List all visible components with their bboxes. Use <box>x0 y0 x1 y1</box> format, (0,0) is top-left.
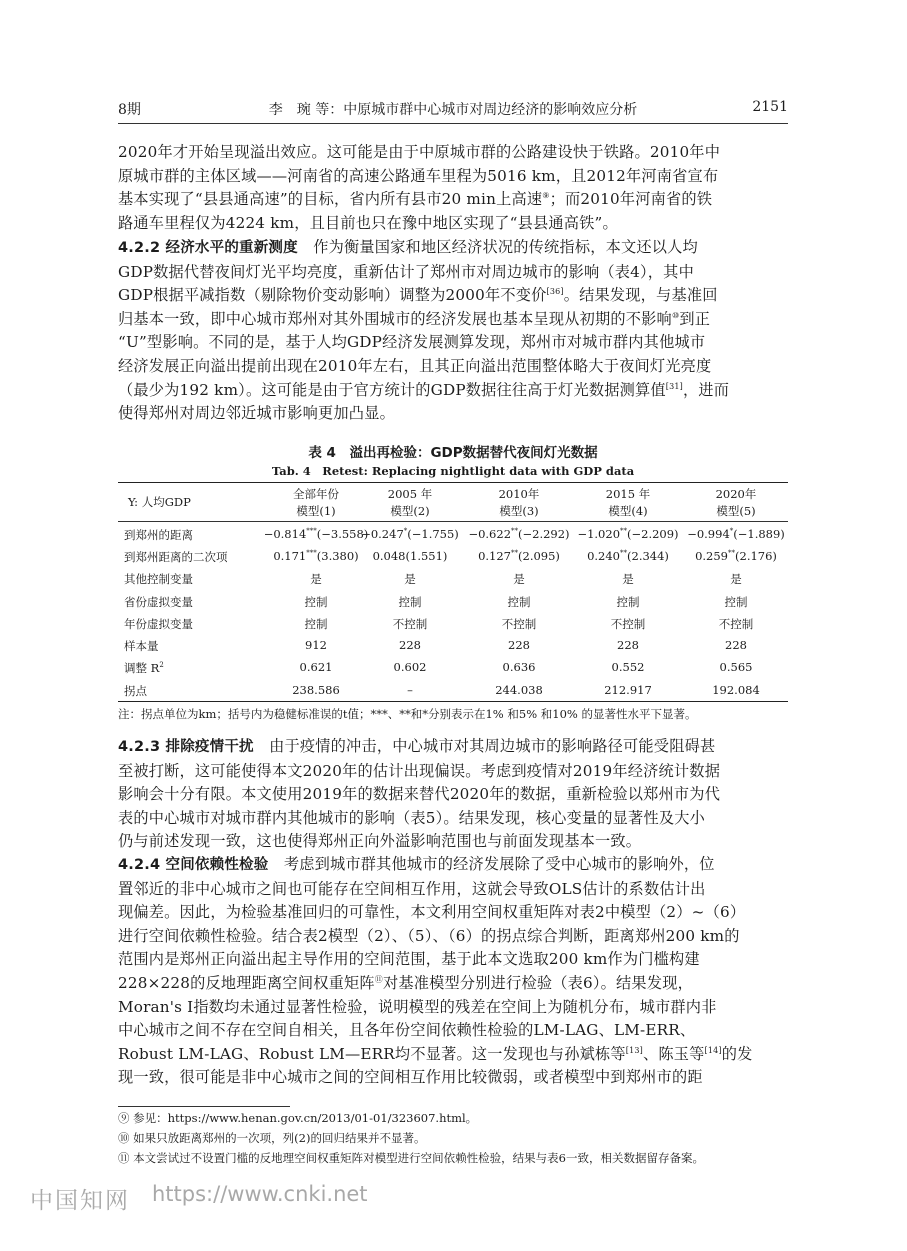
table-cell: −0.814***(−3.558) <box>263 527 369 541</box>
table-cell: 0.171***(3.380) <box>273 549 359 563</box>
table-cell: 0.127**(2.095) <box>478 549 560 563</box>
table-row-label: 到郑州的距离 <box>124 528 193 542</box>
column-header-model: 模型(4) <box>608 504 648 518</box>
cnki-url-link[interactable]: https://www.cnki.net <box>152 1182 368 1206</box>
footnote-ref: ⑪ <box>374 974 383 984</box>
table-cell: 0.636 <box>502 660 536 674</box>
table-cell: 控制 <box>398 595 422 609</box>
footnote-ref: ⑩ <box>671 310 680 320</box>
table-cell: −0.247*(−1.755) <box>361 527 459 541</box>
running-title: 李 琬 等：中原城市群中心城市对周边经济的影响效应分析 <box>268 102 638 118</box>
column-header-model: 模型(3) <box>499 504 539 518</box>
table-row-label: 到郑州距离的二次项 <box>124 550 228 564</box>
table-cell: 控制 <box>304 617 328 631</box>
table-cell: 不控制 <box>501 617 537 631</box>
section-heading: 4.2.3 排除疫情干扰 <box>118 739 254 755</box>
citation-ref: [13] <box>625 1045 643 1055</box>
table-header-rule <box>118 521 788 522</box>
table-cell: −1.020**(−2.209) <box>577 527 679 541</box>
table-cell: 是 <box>310 572 322 586</box>
section-heading: 4.2.4 空间依赖性检验 <box>118 857 269 873</box>
table-cell: 控制 <box>507 595 531 609</box>
table-cell: – <box>407 683 413 697</box>
table-row-label: 拐点 <box>124 684 147 698</box>
section-heading: 4.2.2 经济水平的重新测度 <box>118 240 298 256</box>
citation-ref: [36] <box>546 287 564 297</box>
table-cell: 0.048(1.551) <box>372 549 448 563</box>
column-header-model: 模型(2) <box>390 504 430 518</box>
footnote-ref: ⑨ <box>542 191 550 201</box>
table-cell: 0.621 <box>299 660 333 674</box>
column-header-top: 全部年份 <box>293 487 339 501</box>
table-cell: 0.240**(2.344) <box>587 549 669 563</box>
table-cell: 228 <box>617 638 639 652</box>
table-cell: −0.622**(−2.292) <box>468 527 570 541</box>
footnote-10: ⑩ 如果只放距离郑州的一次项，列(2)的回归结果并不显著。 <box>118 1131 426 1145</box>
table-row-label: 年份虚拟变量 <box>124 617 193 631</box>
footnote-rule <box>118 1106 290 1107</box>
table-cell: 228 <box>399 638 421 652</box>
table-cell: 控制 <box>616 595 640 609</box>
table-row-label: 其他控制变量 <box>124 572 193 586</box>
table-cell: 不控制 <box>392 617 428 631</box>
footnote-11: ⑪ 本文尝试过不设置门槛的反地理空间权重矩阵对模型进行空间依赖性检验，结果与表6一致，相关数据留存备案。 <box>118 1151 704 1165</box>
column-header-top: 2020年 <box>715 487 757 501</box>
table-cell: 0.552 <box>611 660 645 674</box>
table-cell: 0.565 <box>719 660 753 674</box>
page-number: 2151 <box>752 99 788 115</box>
table-cell: 不控制 <box>610 617 646 631</box>
column-header-model: 模型(5) <box>716 504 756 518</box>
table-cell: 控制 <box>304 595 328 609</box>
section-4-2-3: 4.2.3 排除疫情干扰 由于疫情的冲击，中心城市对其周边城市的影响路径可能受阻碍甚 至被打断，这可能使得本文2020年的估计出现偏误。考虑到疫情对2019年经济统计数据 影响会十分有限。本文使用2019年的数据来替代2020年的数据，重新检验以郑州市为代 表的中心城市对城市群内其他城市的影响（表5）。结果发现，核心变量的显著性及大小 仍与前述发现一致，这也使得郑州正向外溢影响范围也与前面发现基本一致。 <box>118 737 721 851</box>
table-cell: 0.259**(2.176) <box>695 549 777 563</box>
citation-ref: [31] <box>665 381 684 391</box>
table-cell: 228 <box>508 638 530 652</box>
section-4-2-2: 4.2.2 经济水平的重新测度 作为衡量国家和地区经济状况的传统指标，本文还以人均 GDP数据代替夜间灯光平均亮度，重新估计了郑州市对周边城市的影响（表4），其中 GDP根据平减指数（剔除物价变动影响）调整为2000年不变价[36]。结果发现，与基准回 归基本一致，即中心城市郑州对其外围城市的经济发展也基本呈现从初期的不影响⑩到正 “U”型影响。不同的是，基于人均GDP经济发展测算发现，郑州市对城市群内其他城市 经济发展正向溢出提前出现在2010年左右，且其正向溢出范围整体略大于夜间灯光亮度 （最少为192 km）。这可能是由于官方统计的GDP数据往往高于灯光数据测算值[31]，进而 使得郑州对周边邻近城市影响更加凸显。 <box>118 238 730 423</box>
table-cell: 控制 <box>724 595 748 609</box>
table-row-label: 调整 $R^2$ <box>124 661 164 675</box>
table-caption-english: Tab. 4 Retest: Replacing nightlight data with GDP data <box>271 464 635 478</box>
citation-ref: [14] <box>704 1045 722 1055</box>
table-cell: 244.038 <box>495 683 543 697</box>
column-header-model: 模型(1) <box>296 504 336 518</box>
table-top-rule <box>118 482 788 483</box>
table-cell: 是 <box>730 572 742 586</box>
table-cell: 是 <box>513 572 525 586</box>
table-cell: 238.586 <box>292 683 340 697</box>
table-row-label: 样本量 <box>124 639 159 653</box>
table-row-label: 省份虚拟变量 <box>124 595 193 609</box>
table-cell: 212.917 <box>604 683 652 697</box>
table-bottom-rule <box>118 701 788 702</box>
table-cell: 0.602 <box>393 660 427 674</box>
cnki-logo: 中国知网 <box>30 1188 130 1214</box>
table-cell: 是 <box>404 572 416 586</box>
table-cell: 不控制 <box>718 617 754 631</box>
table-cell: 912 <box>305 638 327 652</box>
table-cell: −0.994*(−1.889) <box>687 527 785 541</box>
column-header-top: 2015 年 <box>605 487 651 501</box>
table-cell: 是 <box>622 572 634 586</box>
table-note: 注：拐点单位为km；括号内为稳健标准误的t值；***、**和*分别表示在1% 和5% 和10% 的显著性水平下显著。 <box>118 707 697 721</box>
table-cell: 192.084 <box>712 683 760 697</box>
running-header <box>118 99 788 123</box>
table-cell: 228 <box>725 638 747 652</box>
column-header-top: 2010年 <box>498 487 540 501</box>
column-header-top: 2005 年 <box>387 487 433 501</box>
issue-number: 8期 <box>118 102 141 118</box>
footnote-9: ⑨ 参见：https://www.henan.gov.cn/2013/01-01/323607.html。 <box>118 1111 478 1125</box>
table-header-label: Y: 人均GDP <box>128 495 191 509</box>
paragraph-intro: 2020年才开始呈现溢出效应。这可能是由于中原城市群的公路建设快于铁路。2010年中 原城市群的主体区域——河南省的高速公路通车里程为5016 km，且2012年河南省宣布 基本实现了“县县通高速”的目标，省内所有县市20 min上高速⑨；而2010年河南省的铁 路通车里程仅为4224 km，且目前也只在豫中地区实现了“县县通高铁”。 <box>118 143 721 232</box>
header-rule <box>118 123 788 124</box>
table-caption: 表 4 溢出再检验：GDP数据替代夜间灯光数据 <box>308 445 598 461</box>
section-4-2-4: 4.2.4 空间依赖性检验 考虑到城市群其他城市的经济发展除了受中心城市的影响外，位 置邻近的非中心城市之间也可能存在空间相互作用，这就会导致OLS估计的系数估计出 现偏差。因此，为检验基准回归的可靠性，本文利用空间权重矩阵对表2中模型（2）~（6） 进行空间依赖性检验。结合表2模型（2）、（5）、（6）的拐点综合判断，距离郑州200 km的 范围内是郑州正向溢出起主导作用的空间范围，基于此本文选取200 km作为门槛构建 228×228的反地理距离空间权重矩阵⑪对基准模型分别进行检验（表6）。结果发现， Moran's I指数均未通过显著性检验，说明模型的残差在空间上为随机分布，城市群内非 中心城市之间不存在空间自相关，且各年份空间依赖性检验的LM-LAG、LM-ERR、 Robust LM-LAG、Robust LM—ERR均不显著。这一发现也与孙斌栋等[13]、陈玉等[14]的发 现一致，很可能是非中心城市之间的空间相互作用比较微弱，或者模型中到郑州市的距 <box>118 855 753 1087</box>
